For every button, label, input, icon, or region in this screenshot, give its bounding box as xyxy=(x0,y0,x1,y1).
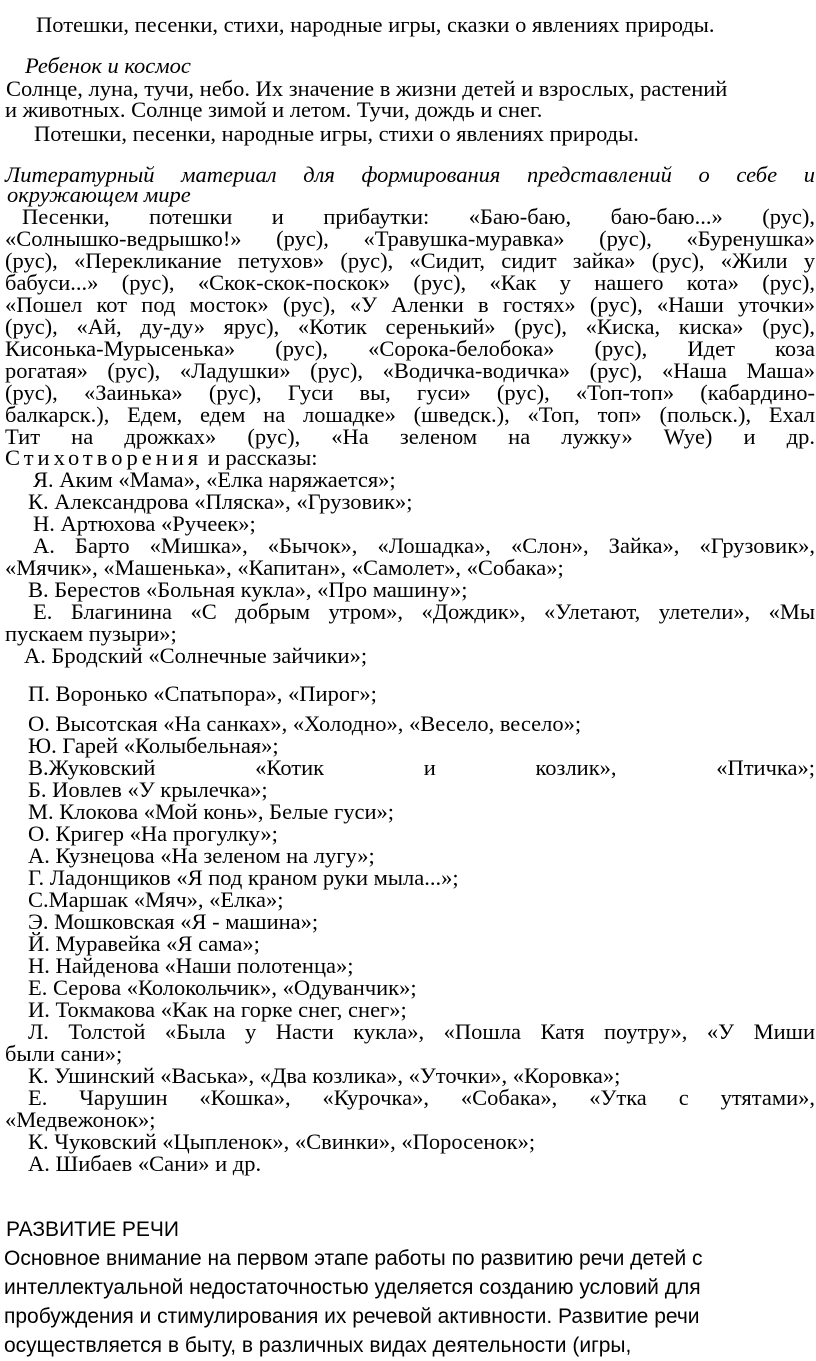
speech-text-line: пробуждения и стимулирования их речевой активности. Развитие речи xyxy=(4,1305,700,1328)
author-item: К. Ушинский «Васька», «Два козлика», «Уточки», «Коровка»; xyxy=(28,1063,621,1088)
songs-line: Песенки, потешки и прибаутки: «Баю-баю, баю-баю...» (рус), xyxy=(22,204,815,229)
speech-text-line: интеллектуальной недостаточностью уделяется созданию условий для xyxy=(4,1276,701,1299)
author-item: Г. Ладонщиков «Я под краном руки мыла...»; xyxy=(28,865,459,890)
author-item: А. Шибаев «Сани» и др. xyxy=(28,1151,262,1176)
cosmos-text-line-3: Потешки, песенки, народные игры, стихи о явлениях природы. xyxy=(34,121,639,146)
speech-text-line: Основное внимание на первом этапе работы по развитию речи детей с xyxy=(4,1247,703,1270)
section-heading-cosmos: Ребенок и космос xyxy=(25,53,191,78)
author-item: И. Токмакова «Как на горке снег, снег»; xyxy=(28,997,407,1022)
literature-heading-line-2: окружающем мире xyxy=(7,182,191,207)
author-item: Б. Иовлев «У крылечка»; xyxy=(28,777,268,802)
author-item: Н. Найденова «Наши полотенца»; xyxy=(28,953,354,978)
author-item: «Медвежонок»; xyxy=(5,1107,156,1132)
speech-section-heading: РАЗВИТИЕ РЕЧИ xyxy=(6,1218,180,1241)
author-item: О. Кригер «На прогулку»; xyxy=(28,821,278,846)
author-item: Э. Мошковская «Я - машина»; xyxy=(28,909,319,934)
author-item: А. Барто «Мишка», «Бычок», «Лошадка», «Слон», Зайка», «Грузовик», xyxy=(33,533,815,558)
author-item: В. Берестов «Больная кукла», «Про машину»; xyxy=(28,577,468,602)
author-item: П. Воронько «Спатьпора», «Пирог»; xyxy=(28,681,377,706)
author-item: А. Кузнецова «На зеленом на лугу»; xyxy=(28,843,375,868)
songs-line: (рус), «Перекликание петухов» (рус), «Сидит, сидит зайка» (рус), «Жили у xyxy=(5,248,815,273)
speech-text-line: осуществляется в быту, в различных видах деятельности (игры, xyxy=(4,1334,632,1357)
poems-label: Стихотворения xyxy=(5,445,203,470)
author-item: Е. Чарушин «Кошка», «Курочка», «Собака», «Утка с утятами», xyxy=(28,1085,815,1110)
poems-label-tail: и рассказы: xyxy=(202,445,318,470)
author-item: А. Бродский «Солнечные зайчики»; xyxy=(24,643,368,668)
author-item: О. Высотская «На санках», «Холодно», «Весело, весело»; xyxy=(28,711,582,736)
author-item: Й. Муравейка «Я сама»; xyxy=(28,931,260,956)
author-item: Е. Благинина «С добрым утром», «Дождик», «Улетают, улетели», «Мы xyxy=(33,599,815,624)
author-item: «Мячик», «Машенька», «Капитан», «Самолет», «Собака»; xyxy=(5,555,564,580)
songs-line: (рус), «Заинька» (рус), Гуси вы, гуси» (рус), «Топ-топ» (кабардино- xyxy=(5,380,815,405)
songs-line: Тит на дрожках» (рус), «На зеленом на лужку» Wye) и др. xyxy=(5,424,815,449)
songs-line: «Солнышко-ведрышко!» (рус), «Травушка-муравка» (рус), «Буренушка» xyxy=(5,226,815,251)
songs-line: балкарск.), Едем, едем на лошадке» (шведск.), «Топ, топ» (польск.), Ехал xyxy=(5,402,815,427)
author-item: Ю. Гарей «Колыбельная»; xyxy=(28,733,279,758)
author-item: Н. Артюхова «Ручеек»; xyxy=(33,511,256,536)
author-item: пускаем пузыри»; xyxy=(5,621,177,646)
nature-rhymes-line: Потешки, песенки, стихи, народные игры, сказки о явлениях природы. xyxy=(36,12,715,37)
songs-line: бабуси...» (рус), «Скок-скок-поскок» (рус), «Как у нашего кота» (рус), xyxy=(5,270,815,295)
author-item: К. Чуковский «Цыпленок», «Свинки», «Поросенок»; xyxy=(28,1129,536,1154)
author-item: Л. Толстой «Была у Насти кукла», «Пошла Катя поутру», «У Миши xyxy=(28,1019,815,1044)
author-item: были сани»; xyxy=(5,1041,123,1066)
literature-heading-line-1: Литературный материал для формирования представлений о себе и xyxy=(5,162,815,187)
author-item: М. Клокова «Мой конь», Белые гуси»; xyxy=(28,799,395,824)
author-item: В.Жуковский «Котик и козлик», «Птичка»; xyxy=(28,755,815,780)
author-item: С.Маршак «Мяч», «Елка»; xyxy=(28,887,284,912)
songs-line: (рус), «Ай, ду-ду» ярус), «Котик серенький» (рус), «Киска, киска» (рус), xyxy=(5,314,815,339)
songs-line: «Пошел кот под мосток» (рус), «У Аленки в гостях» (рус), «Наши уточки» xyxy=(5,292,815,317)
author-item: К. Александрова «Пляска», «Грузовик»; xyxy=(28,489,413,514)
songs-line: рогатая» (рус), «Ладушки» (рус), «Водичка-водичка» (рус), «Наша Маша» xyxy=(5,358,815,383)
cosmos-text-line-1: Солнце, луна, тучи, небо. Их значение в жизни детей и взрослых, растений xyxy=(6,76,728,101)
author-item: Я. Аким «Мама», «Елка наряжается»; xyxy=(33,467,396,492)
author-item: Е. Серова «Колокольчик», «Одуванчик»; xyxy=(28,975,417,1000)
poems-heading xyxy=(5,447,318,468)
cosmos-text-line-2: и животных. Солнце зимой и летом. Тучи, дождь и снег. xyxy=(5,97,543,122)
songs-line: Кисонька-Мурысенька» (рус), «Сорока-белобока» (рус), Идет коза xyxy=(5,336,815,361)
